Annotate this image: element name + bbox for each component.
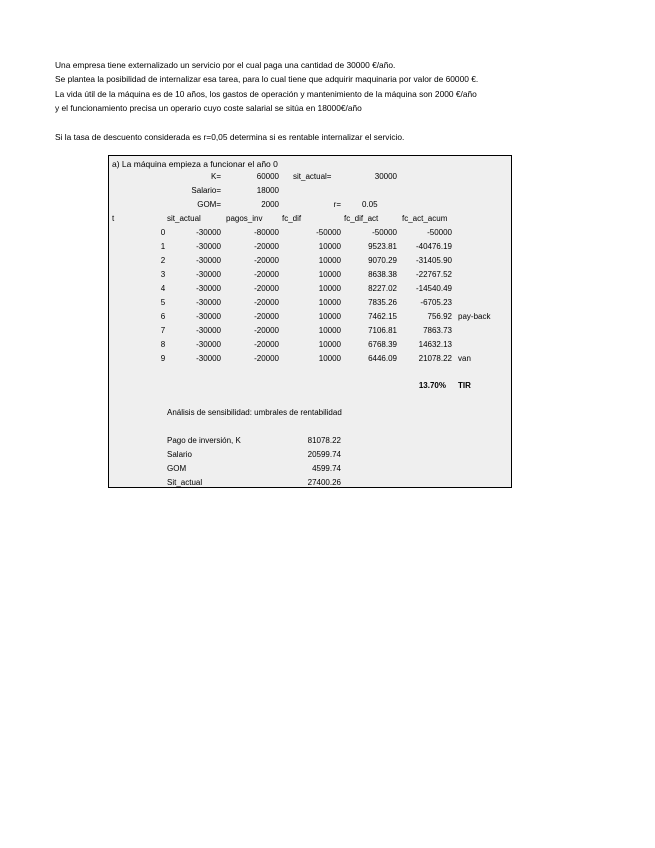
cell-sit-actual: -30000 bbox=[196, 256, 221, 265]
cell-sit-actual: -30000 bbox=[196, 340, 221, 349]
cell-sit-actual: -30000 bbox=[196, 312, 221, 321]
cell-fc-dif: 10000 bbox=[318, 256, 341, 265]
cell-fc-act-acum: -14540.49 bbox=[415, 284, 452, 293]
sensitivity-value: 27400.26 bbox=[307, 478, 341, 487]
header-fc-dif: fc_dif bbox=[282, 214, 302, 223]
sensitivity-label: Pago de inversión, K bbox=[167, 436, 241, 445]
cell-sit-actual: -30000 bbox=[196, 270, 221, 279]
cell-pagos-inv: -80000 bbox=[254, 228, 279, 237]
intro-line: Una empresa tiene externalizado un servicio por el cual paga una cantidad de 30000 €/año. bbox=[55, 60, 396, 70]
cell-t: 3 bbox=[160, 270, 166, 279]
cell-t: 6 bbox=[160, 312, 166, 321]
cell-fc-dif-act: 9070.29 bbox=[368, 256, 397, 265]
cell-sit-actual: -30000 bbox=[196, 298, 221, 307]
cell-t: 9 bbox=[160, 354, 166, 363]
intro-line: y el funcionamiento precisa un operario cuyo coste salarial se sitúa en 18000€/año bbox=[55, 103, 362, 114]
intro-line: Se plantea la posibilidad de internalizar esa tarea, para lo cual tiene que adquirir maquinaria por valor de 60000 €. bbox=[55, 74, 479, 85]
cell-fc-act-acum: 21078.22 bbox=[418, 354, 452, 363]
sensitivity-label: Sit_actual bbox=[167, 478, 203, 487]
cell-fc-dif: 10000 bbox=[318, 284, 341, 293]
cell-sit-actual: -30000 bbox=[196, 284, 221, 293]
cell-fc-dif-act: 6446.09 bbox=[368, 354, 397, 363]
cell-fc-dif-act: 8227.02 bbox=[368, 284, 397, 293]
cell-note: pay-back bbox=[458, 312, 491, 321]
header-pagos-inv: pagos_inv bbox=[226, 214, 263, 223]
gom-label: GOM= bbox=[197, 200, 221, 209]
cell-t: 5 bbox=[160, 298, 166, 307]
cell-t: 2 bbox=[160, 256, 166, 265]
cell-pagos-inv: -20000 bbox=[254, 256, 279, 265]
cell-fc-dif-act: 7835.26 bbox=[368, 298, 397, 307]
salario-label: Salario= bbox=[191, 186, 221, 195]
cell-pagos-inv: -20000 bbox=[254, 326, 279, 335]
cell-pagos-inv: -20000 bbox=[254, 298, 279, 307]
header-fc-dif-act: fc_dif_act bbox=[344, 214, 379, 223]
sensitivity-value: 20599.74 bbox=[307, 450, 341, 459]
cell-fc-dif: 10000 bbox=[318, 312, 341, 321]
sensitivity-label: GOM bbox=[167, 464, 187, 473]
cell-fc-act-acum: -31405.90 bbox=[415, 256, 452, 265]
k-label: K= bbox=[210, 172, 221, 181]
sensitivity-title: Análisis de sensibilidad: umbrales de rentabilidad bbox=[167, 408, 342, 417]
cell-fc-act-acum: 756.92 bbox=[427, 312, 452, 321]
cell-fc-dif: 10000 bbox=[318, 340, 341, 349]
cell-fc-dif: 10000 bbox=[318, 270, 341, 279]
cell-fc-act-acum: 14632.13 bbox=[418, 340, 452, 349]
problem-statement bbox=[55, 58, 478, 144]
tir-label: TIR bbox=[458, 381, 471, 390]
r-value: 0.05 bbox=[362, 200, 378, 209]
panel-heading: a) La máquina empieza a funcionar el año 0 bbox=[112, 159, 278, 169]
sensitivity-value: 81078.22 bbox=[307, 436, 341, 445]
cell-fc-dif-act: 7462.15 bbox=[368, 312, 397, 321]
cell-sit-actual: -30000 bbox=[196, 354, 221, 363]
intro-question: Si la tasa de descuento considerada es r=0,05 determina si es rentable internalizar el servicio. bbox=[55, 131, 405, 142]
cell-pagos-inv: -20000 bbox=[254, 242, 279, 251]
header-t: t bbox=[112, 214, 115, 223]
cell-note: van bbox=[458, 354, 471, 363]
cell-fc-dif: 10000 bbox=[318, 326, 341, 335]
sit-actual-value: 30000 bbox=[374, 172, 397, 181]
cell-fc-act-acum: 7863.73 bbox=[423, 326, 452, 335]
cell-fc-act-acum: -22767.52 bbox=[415, 270, 452, 279]
sensitivity-value: 4599.74 bbox=[312, 464, 341, 473]
cell-fc-act-acum: -50000 bbox=[427, 228, 452, 237]
gom-value: 2000 bbox=[261, 200, 279, 209]
cell-fc-dif: -50000 bbox=[316, 228, 341, 237]
tir-value: 13.70% bbox=[418, 381, 446, 390]
cell-t: 7 bbox=[160, 326, 166, 335]
header-fc-act-acum: fc_act_acum bbox=[402, 214, 448, 223]
k-value: 60000 bbox=[256, 172, 279, 181]
cell-fc-dif-act: -50000 bbox=[372, 228, 397, 237]
cell-fc-dif-act: 9523.81 bbox=[368, 242, 397, 251]
cell-fc-dif: 10000 bbox=[318, 354, 341, 363]
cell-sit-actual: -30000 bbox=[196, 326, 221, 335]
cell-fc-dif-act: 6768.39 bbox=[368, 340, 397, 349]
cell-pagos-inv: -20000 bbox=[254, 340, 279, 349]
cell-fc-dif-act: 7106.81 bbox=[368, 326, 397, 335]
cell-pagos-inv: -20000 bbox=[254, 284, 279, 293]
cell-pagos-inv: -20000 bbox=[254, 312, 279, 321]
cell-sit-actual: -30000 bbox=[196, 242, 221, 251]
cell-t: 1 bbox=[160, 242, 166, 251]
cell-fc-dif: 10000 bbox=[318, 298, 341, 307]
cell-t: 8 bbox=[160, 340, 166, 349]
solution-panel bbox=[108, 155, 512, 488]
sit-actual-label: sit_actual= bbox=[293, 172, 332, 181]
cell-sit-actual: -30000 bbox=[196, 228, 221, 237]
r-label: r= bbox=[333, 200, 341, 209]
cell-pagos-inv: -20000 bbox=[254, 354, 279, 363]
sensitivity-label: Salario bbox=[167, 450, 192, 459]
cell-t: 0 bbox=[160, 228, 166, 237]
cell-fc-dif: 10000 bbox=[318, 242, 341, 251]
salario-value: 18000 bbox=[256, 186, 279, 195]
cell-t: 4 bbox=[160, 284, 166, 293]
cell-fc-dif-act: 8638.38 bbox=[368, 270, 397, 279]
header-sit-actual: sit_actual bbox=[167, 214, 201, 223]
intro-line: La vida útil de la máquina es de 10 años, los gastos de operación y mantenimiento de la máquina son 2000 €/año bbox=[55, 88, 477, 99]
cell-fc-act-acum: -40476.19 bbox=[415, 242, 452, 251]
cell-fc-act-acum: -6705.23 bbox=[420, 298, 452, 307]
cell-pagos-inv: -20000 bbox=[254, 270, 279, 279]
